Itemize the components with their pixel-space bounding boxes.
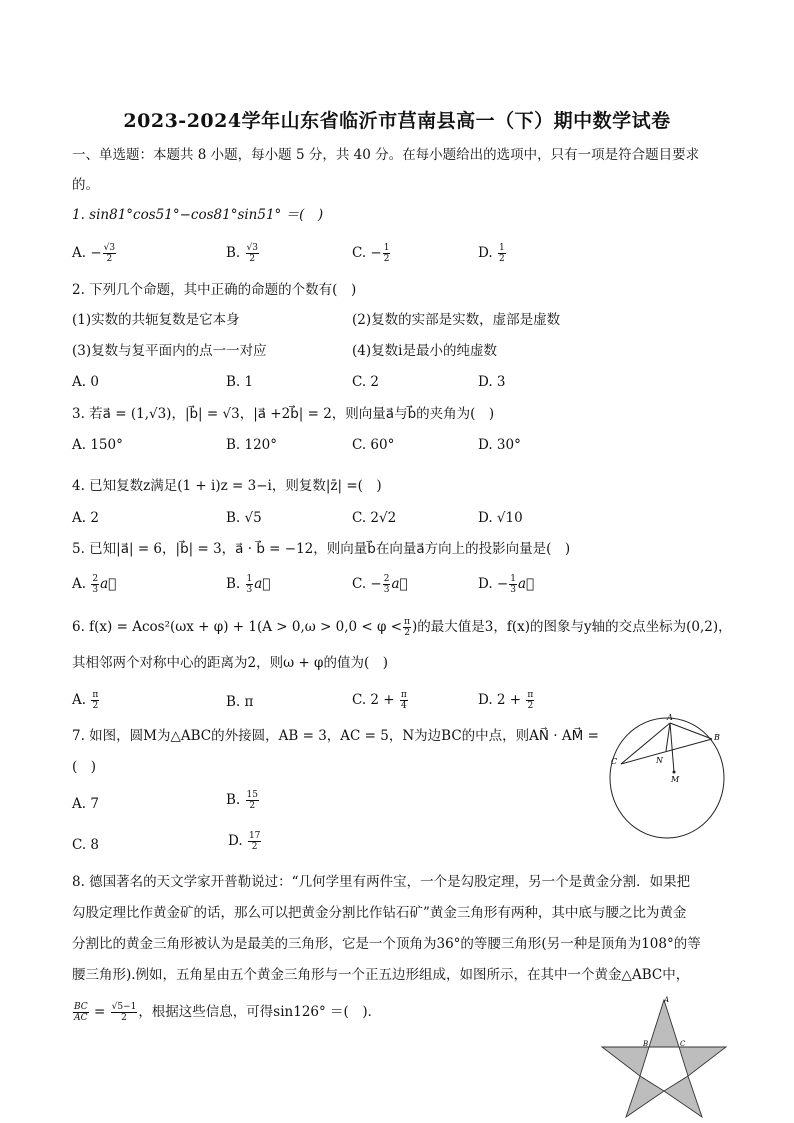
q1-option-b: B. $\frac{√3}{2}$: [226, 243, 258, 264]
q2-option-a: A. 0: [72, 374, 99, 390]
q6-c-fraction: $\frac{\pi}{4}$: [400, 690, 407, 711]
q6-option-a: A. $\frac{\pi}{2}$: [72, 690, 99, 711]
q3-option-d: D. 30°: [478, 437, 521, 453]
q4-option-a: A. 2: [72, 510, 99, 526]
q8-label-c: C: [680, 1040, 686, 1048]
q6-option-c: C. 2 + $\frac{\pi}{4}$: [352, 690, 407, 711]
q8-ratio-fraction: $\frac{BC}{AC}$: [74, 1002, 88, 1023]
q7-b-fraction: $\frac{15}{2}$: [246, 790, 258, 811]
q7-option-c: C. 8: [72, 837, 100, 853]
q7-side-bc: [621, 739, 712, 764]
q2-statement-3: (3)复数与复平面内的点一一对应: [72, 343, 267, 359]
q7-segment-an: [666, 723, 670, 751]
q8-line3: 分割比的黄金三角形被认为是最美的三角形，它是一个顶角为36°的等腰三角形(另一种是顶角为108°的等: [72, 936, 701, 952]
q5-stem: 5. 已知|a⃗| = 6，|b⃗| = 3，a⃗ · b⃗ = −12，则向量b⃗在向量a⃗方向上的投影向量是( ): [72, 541, 571, 557]
q2-stem: 2. 下列几个命题，其中正确的命题的个数有( ): [72, 282, 357, 298]
q7-label-m: M: [671, 775, 680, 784]
q5-c-fraction: $\frac{2}{3}$: [383, 574, 390, 595]
q8-label-a: A: [664, 996, 670, 1004]
q4-option-b: B. √5: [226, 510, 262, 526]
q7-option-b: B. $\frac{15}{2}$: [226, 790, 258, 811]
q7-option-d: D. $\frac{17}{2}$: [228, 831, 261, 852]
q3-option-b: B. 120°: [226, 437, 278, 453]
q7-option-a: A. 7: [72, 796, 99, 812]
q6-stem: 6. f(x) = Acos²(ωx + φ) + 1(A > 0,ω > 0,0 < φ < $\frac{\pi}{2}$ )的最大值是3，f(x)的图象与y轴的交点坐标为(0,2)，: [72, 617, 732, 638]
q5-option-a: A. $\frac{2}{3}$ a⃗: [72, 574, 117, 595]
q1-option-a: A. − $\frac{√3}{2}$: [72, 243, 116, 264]
q1-stem: 1. sin81°cos51°−cos81°sin51° ＝( ): [72, 207, 324, 223]
q8-line1: 8. 德国著名的天文学家开普勒说过：“几何学里有两件宝，一个是勾股定理，另一个是黄金分割．如果把: [72, 874, 691, 890]
q8-line5: $\frac{BC}{AC}$ = $\frac{√5-1}{2}$ ，根据这些信息，可得sin126° ＝( )．: [74, 1002, 382, 1023]
q7-segment-am: [670, 723, 674, 772]
q7-label-a: A: [667, 713, 673, 722]
q6-d-fraction: $\frac{\pi}{2}$: [527, 690, 534, 711]
q1-c-fraction: $\frac{1}{2}$: [383, 243, 390, 264]
q7-label-b: B: [714, 733, 720, 742]
q8-pentagram-figure: [600, 995, 728, 1121]
q2-statement-2: (2)复数的实部是实数，虚部是虚数: [352, 312, 561, 328]
q7-circumcircle: [610, 718, 724, 838]
q8-line4: 腰三角形).例如，五角星由五个黄金三角形与一个正五边形组成，如图所示，在其中一个黄金△ABC中，: [72, 967, 690, 983]
section-instruction-line1: 一、单选题：本题共 8 小题，每小题 5 分，共 40 分。在每小题给出的选项中，只有一项是符合题目要求: [72, 147, 700, 163]
q8-line2: 勾股定理比作黄金矿的话，那么可以把黄金分割比作钻石矿”黄金三角形有两种，其中底与腰之比为黄金: [72, 905, 687, 921]
q1-option-d: D. $\frac{1}{2}$: [478, 243, 505, 264]
q6-option-d: D. 2 + $\frac{\pi}{2}$: [478, 690, 534, 711]
q4-stem: 4. 已知复数z满足(1 + i)z = 3−i，则复数|z̄| =( ): [72, 478, 382, 494]
q4-option-d: D. √10: [478, 510, 523, 526]
q7-side-ab: [670, 723, 712, 739]
q5-b-fraction: $\frac{1}{3}$: [246, 574, 253, 595]
q7-d-fraction: $\frac{17}{2}$: [248, 831, 261, 852]
q7-stem: 7. 如图，圆M为△ABC的外接圆，AB = 3，AC = 5，N为边BC的中点，则AN⃗ · AM⃗ =: [72, 728, 599, 744]
q2-option-c: C. 2: [352, 374, 380, 390]
q8-label-b: B: [643, 1040, 649, 1048]
q6-a-fraction: $\frac{\pi}{2}$: [92, 690, 99, 711]
q1-a-fraction: $\frac{√3}{2}$: [103, 243, 116, 264]
q4-option-c: C. 2√2: [352, 510, 397, 526]
q3-stem: 3. 若a⃗ = (1,√3)，|b⃗| = √3，|a⃗ +2b⃗| = 2，则向量a⃗与b⃗的夹角为( ): [72, 406, 495, 422]
q7-point-m: [673, 771, 676, 774]
q2-statement-4: (4)复数i是最小的纯虚数: [352, 343, 497, 359]
q8-golden-fraction: $\frac{√5-1}{2}$: [111, 1002, 137, 1023]
q6-option-b: B. π: [226, 694, 254, 710]
q7-label-n: N: [656, 756, 663, 765]
q6-stem-line2: 其相邻两个对称中心的距离为2，则ω + φ的值为( ): [72, 655, 388, 671]
q5-option-d: D. − $\frac{1}{3}$ a⃗: [478, 574, 535, 595]
q7-label-c: C: [611, 757, 618, 766]
q7-paren: ( ): [72, 759, 97, 775]
q2-option-b: B. 1: [226, 374, 254, 390]
q1-b-fraction: $\frac{√3}{2}$: [246, 243, 258, 264]
section-instruction-line2: 的。: [72, 177, 99, 193]
q5-a-fraction: $\frac{2}{3}$: [92, 574, 99, 595]
q2-statement-1: (1)实数的共轭复数是它本身: [72, 312, 240, 328]
q5-option-b: B. $\frac{1}{3}$ a⃗: [226, 574, 271, 595]
q5-option-c: C. − $\frac{2}{3}$ a⃗: [352, 574, 408, 595]
page-title: 2023-2024学年山东省临沂市莒南县高一（下）期中数学试卷: [123, 110, 671, 132]
q1-d-fraction: $\frac{1}{2}$: [498, 243, 505, 264]
q6-stem-fraction: $\frac{\pi}{2}$: [404, 617, 411, 638]
q2-option-d: D. 3: [478, 374, 506, 390]
q7-circle-figure: [604, 708, 734, 843]
q3-option-a: A. 150°: [72, 437, 123, 453]
q3-option-c: C. 60°: [352, 437, 395, 453]
q5-d-fraction: $\frac{1}{3}$: [510, 574, 516, 595]
q1-option-c: C. − $\frac{1}{2}$: [352, 243, 390, 264]
